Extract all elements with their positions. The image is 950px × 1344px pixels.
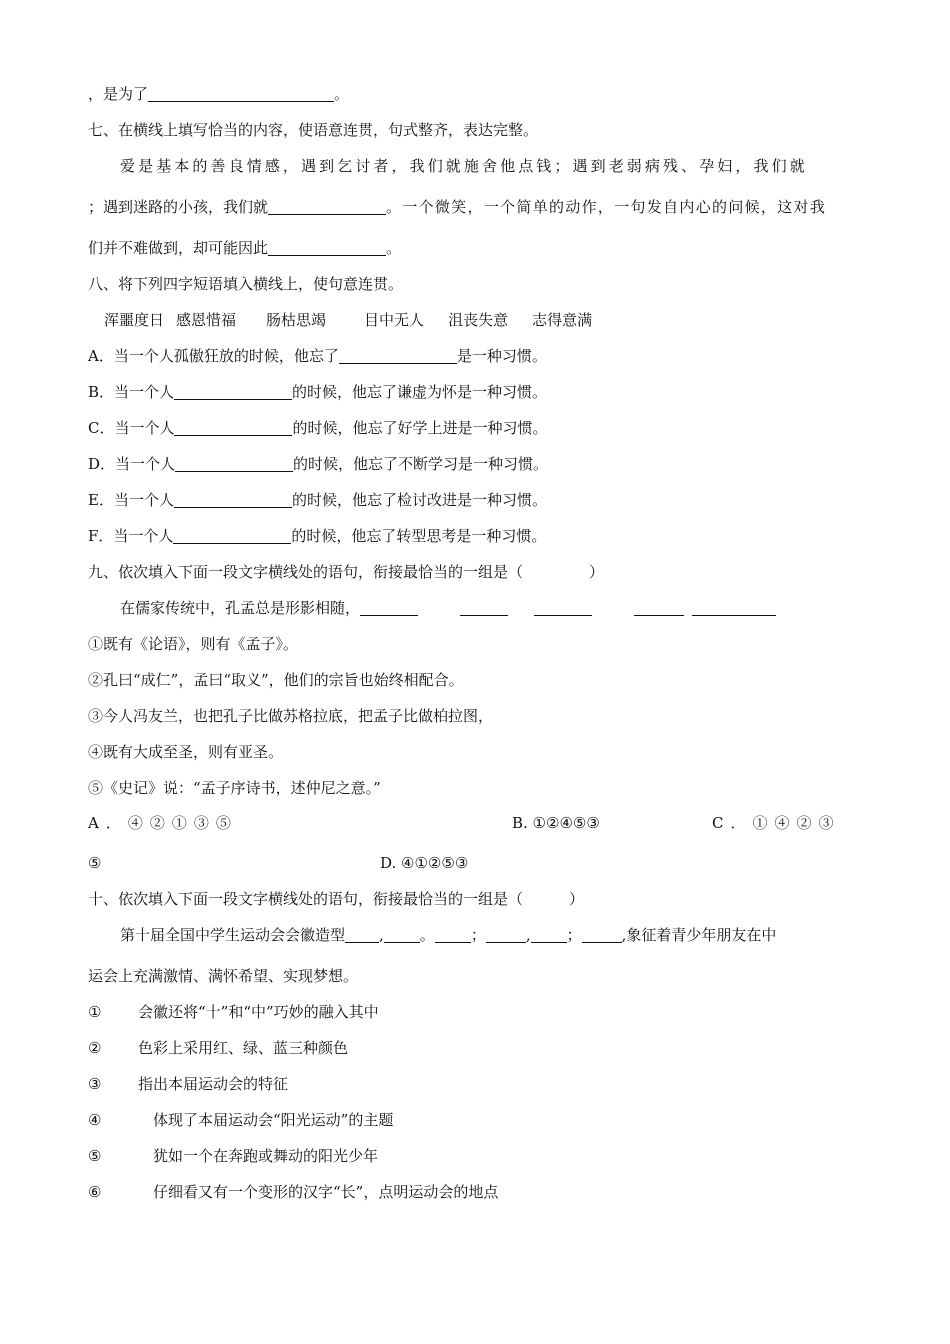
q7-paragraph-line3: 们并不难做到，却可能因此 。 (88, 239, 402, 257)
answer-blank[interactable] (582, 927, 622, 943)
q7-title: 七、在横线上填写恰当的内容，使语意连贯，句式整齐，表达完整。 (88, 121, 539, 139)
answer-blank[interactable] (460, 600, 508, 616)
q10-passage-line2: 运会上充满激情、满怀希望、实现梦想。 (88, 967, 359, 985)
q8-item-a: A．当一个人孤傲狂放的时候，他忘了 是一种习惯。 (88, 347, 547, 365)
phrase: 目中无人 (364, 311, 425, 329)
answer-blank[interactable] (339, 348, 457, 364)
phrase: 浑噩度日 (104, 311, 165, 329)
q8-item-d: D．当一个人 的时候，他忘了不断学习是一种习惯。 (88, 455, 549, 473)
answer-blank[interactable] (148, 86, 334, 102)
q8-item-e: E．当一个人 的时候，他忘了检讨改进是一种习惯。 (88, 491, 547, 509)
answer-blank[interactable] (175, 456, 293, 472)
q8-item-c: C．当一个人 的时候，他忘了好学上进是一种习惯。 (88, 419, 548, 437)
q9-passage: 在儒家传统中，孔孟总是形影相随， (120, 598, 776, 618)
q10-item: ④ 体现了本届运动会“阳光运动”的主题 (88, 1111, 394, 1129)
answer-blank[interactable] (531, 927, 567, 943)
q10-title: 十、依次填入下面一段文字横线处的语句，衔接最恰当的一组是（ ） (88, 890, 585, 908)
phrase: 肠枯思竭 (266, 311, 327, 329)
continued-line: ，是为了 。 (88, 85, 350, 103)
q9-title: 九、依次填入下面一段文字横线处的语句，衔接最恰当的一组是（ ） (88, 563, 605, 581)
answer-blank[interactable] (486, 927, 526, 943)
q9-sentence-3: ③今人冯友兰，也把孔子比做苏格拉底，把孟子比做柏拉图， (88, 707, 494, 725)
answer-blank[interactable] (384, 927, 420, 943)
answer-blank[interactable] (345, 927, 379, 943)
answer-blank[interactable] (268, 240, 386, 256)
q9-option-a[interactable]: A．④②①③⑤ (88, 814, 238, 832)
answer-blank[interactable] (692, 600, 776, 616)
q10-item: ② 色彩上采用红、绿、蓝三种颜色 (88, 1039, 349, 1057)
q7-paragraph-line2: ；遇到迷路的小孩，我们就 。一个微笑，一个简单的动作，一句发自内心的问候，这对我 (88, 198, 827, 216)
q10-passage-line1: 第十届全国中学生运动会会徽造型 , 。 ； , ； ,象征着青少年朋友在中 (120, 926, 777, 944)
q8-item-b: B．当一个人 的时候，他忘了谦虚为怀是一种习惯。 (88, 383, 548, 401)
phrase: 感恩惜福 (176, 311, 237, 329)
q9-option-c[interactable]: C．①④②③ (712, 814, 841, 832)
answer-blank[interactable] (534, 600, 592, 616)
answer-blank[interactable] (634, 600, 684, 616)
answer-blank[interactable] (174, 420, 292, 436)
q9-sentence-4: ④既有大成至圣，则有亚圣。 (88, 743, 284, 761)
q8-item-f: F．当一个人 的时候，他忘了转型思考是一种习惯。 (88, 527, 547, 545)
q9-option-d[interactable]: D. ④①②⑤③ (380, 854, 469, 872)
answer-blank[interactable] (268, 199, 386, 215)
q8-phrase-bank (104, 310, 592, 330)
q8-title: 八、将下列四字短语填入横线上，使句意连贯。 (88, 275, 404, 293)
answer-blank[interactable] (174, 384, 292, 400)
q9-option-c-cont: ⑤ (88, 854, 102, 872)
q10-item: ⑤ 犹如一个在奔跑或舞动的阳光少年 (88, 1147, 379, 1165)
q10-item: ⑥ 仔细看又有一个变形的汉字“长”，点明运动会的地点 (88, 1183, 499, 1201)
q9-sentence-1: ①既有《论语》，则有《孟子》。 (88, 635, 299, 653)
q10-item: ③ 指出本届运动会的特征 (88, 1075, 289, 1093)
answer-blank[interactable] (173, 528, 291, 544)
q9-sentence-5: ⑤《史记》说：“孟子序诗书，述仲尼之意。” (88, 779, 381, 797)
answer-blank[interactable] (174, 492, 292, 508)
q9-option-b[interactable]: B. ①②④⑤③ (512, 814, 600, 832)
phrase: 志得意满 (532, 311, 593, 329)
answer-blank[interactable] (360, 600, 418, 616)
q7-paragraph-line1: 爱是基本的善良情感，遇到乞讨者，我们就施舍他点钱；遇到老弱病残、孕妇，我们就 (120, 157, 808, 175)
q10-item: ① 会徽还将“十”和“中”巧妙的融入其中 (88, 1003, 379, 1021)
phrase: 沮丧失意 (448, 311, 509, 329)
answer-blank[interactable] (435, 927, 471, 943)
q9-sentence-2: ②孔曰“成仁”，孟曰“取义”，他们的宗旨也始终相配合。 (88, 671, 464, 689)
